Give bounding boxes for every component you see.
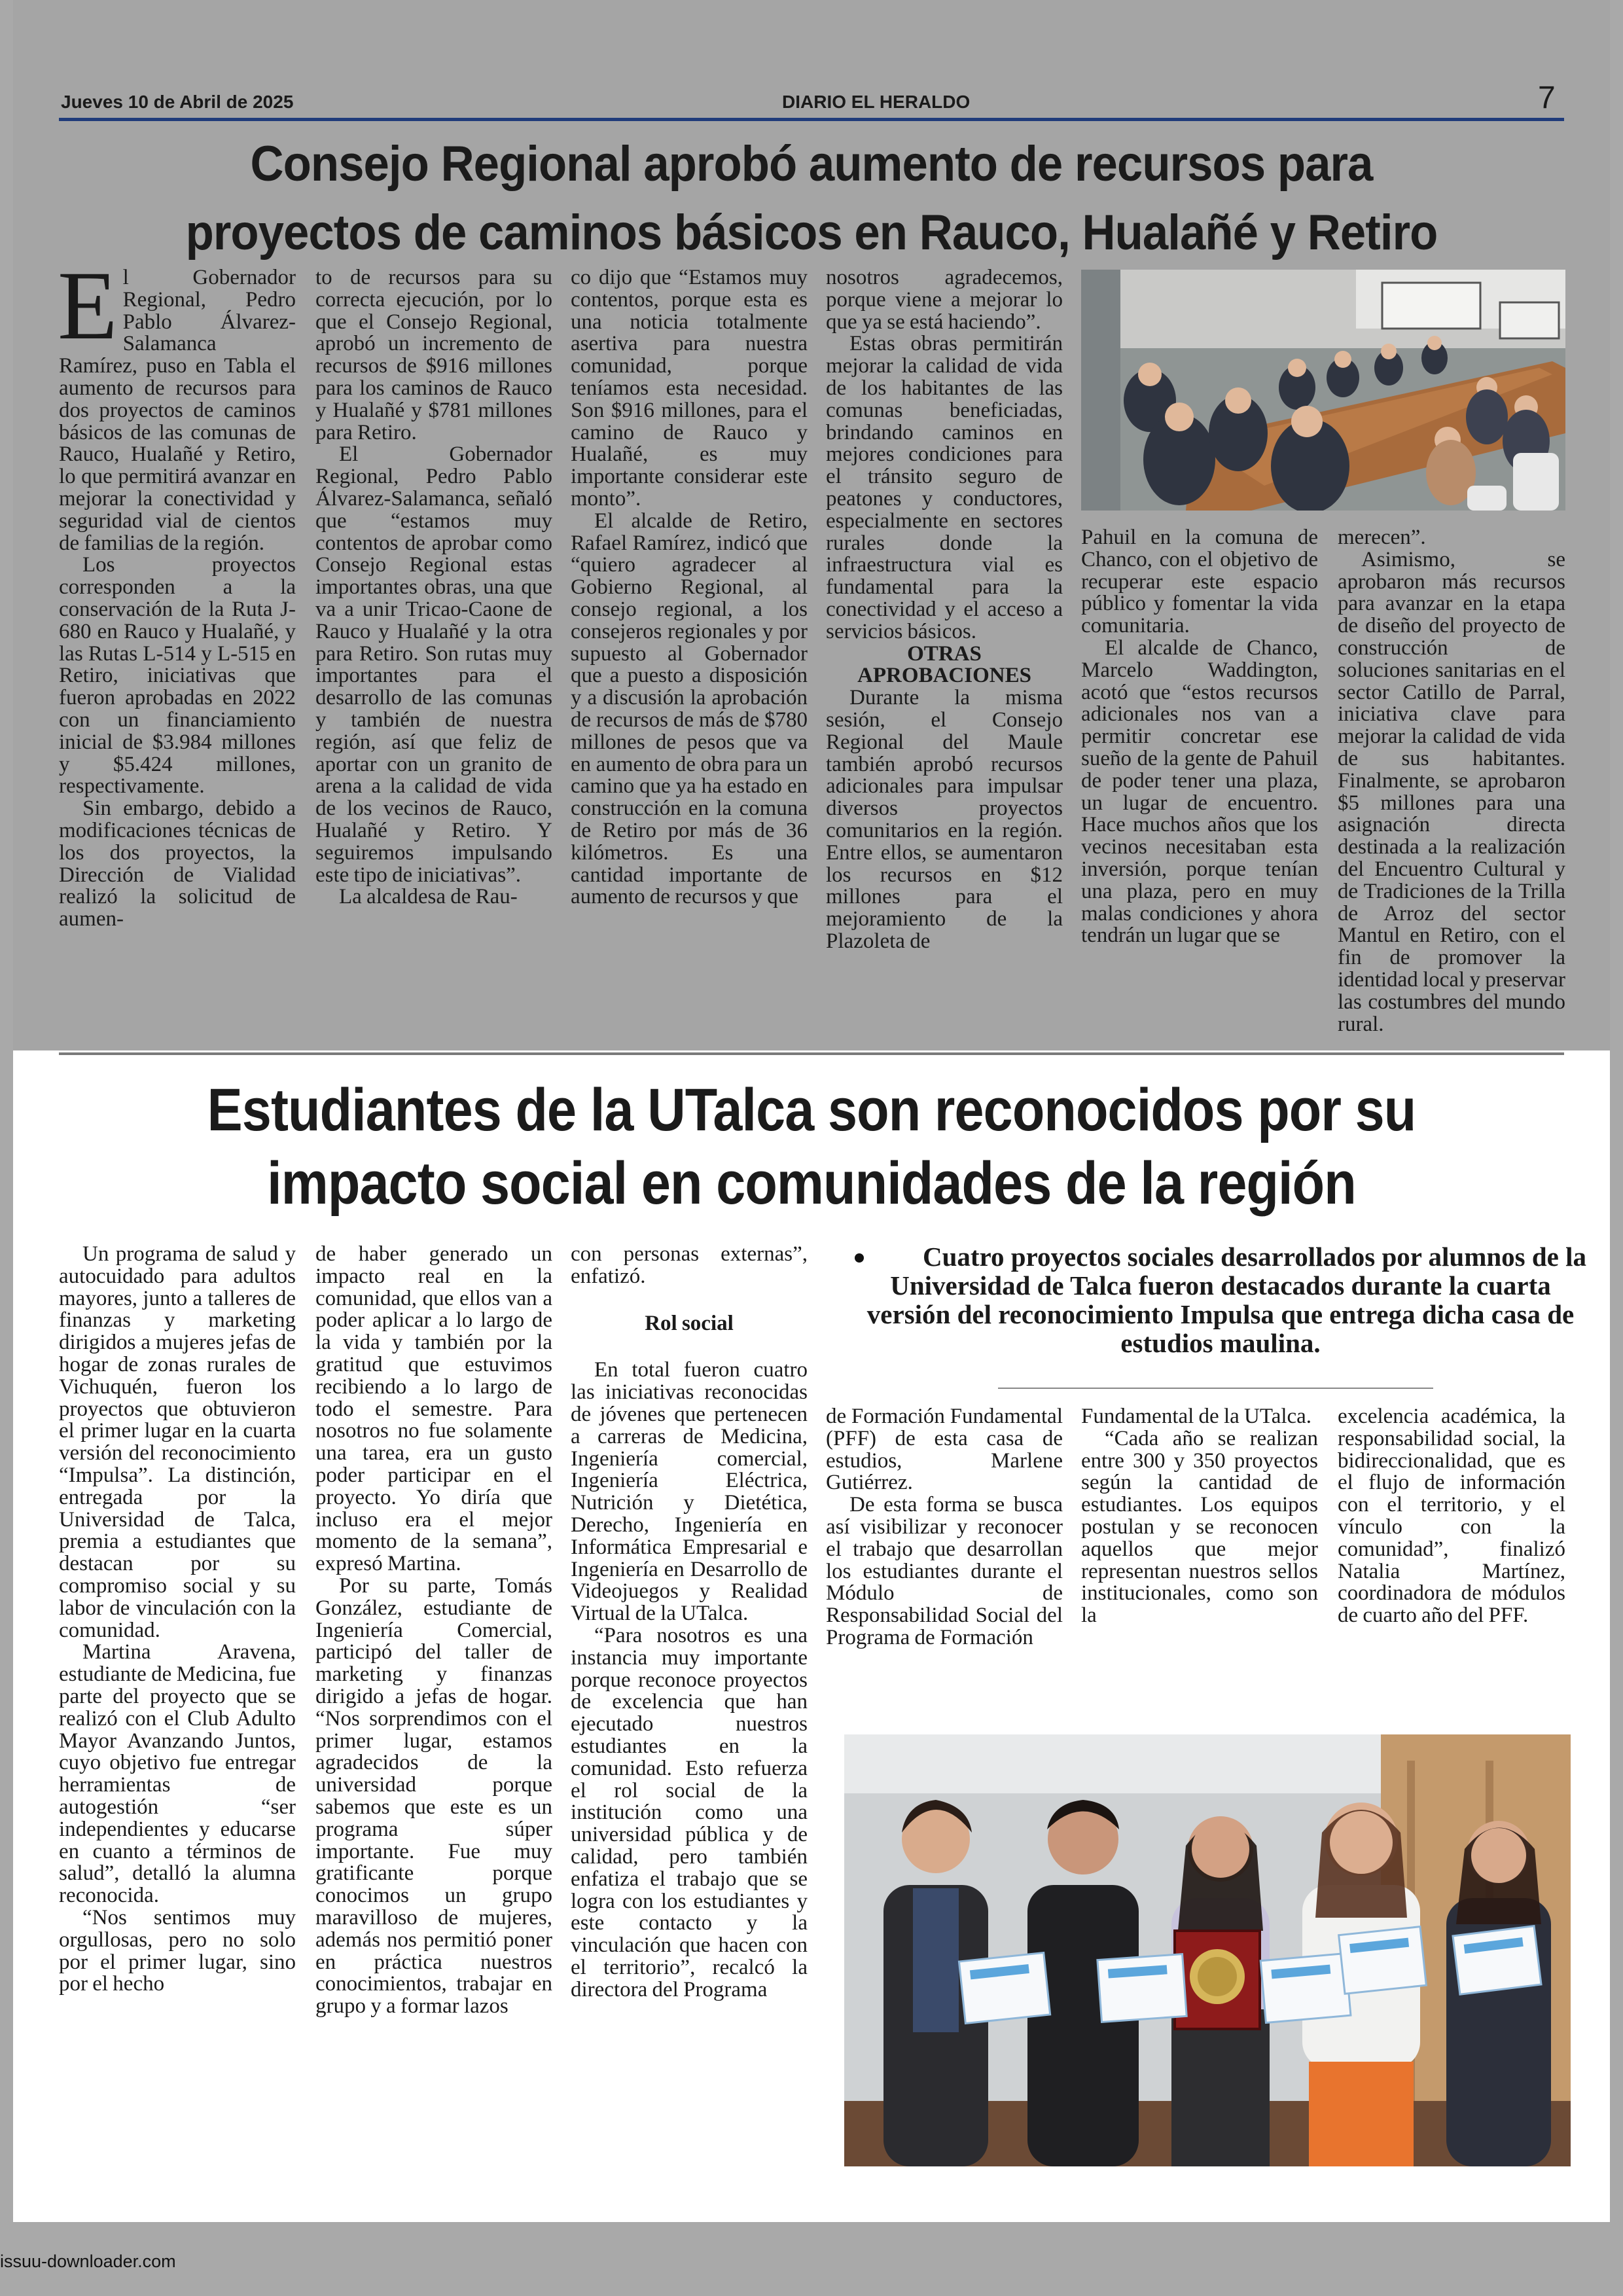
article1-col6-p1: merecen”.: [1338, 526, 1426, 549]
article1-column-4: [826, 267, 1063, 953]
article2-headline-line1: Estudiantes de la UTalca son reconocidos por su: [207, 1077, 1416, 1143]
article1-subheading: OTRAS APROBACIONES: [857, 641, 1031, 688]
newspaper-name: DIARIO EL HERALDO: [782, 92, 971, 112]
article1-headline-line2: proyectos de caminos básicos en Rauco, Hualañé y Retiro: [185, 205, 1438, 260]
article1-column-5: [1081, 527, 1318, 947]
article2-col3-p2: En total fueron cuatro las iniciativas reconocidas de jóvenes que pertenecen a carreras de Medicina, Ingeniería comercial, Ingeniería Eléctrica, Nutrición y Dietética, Derecho, Ingeniería en Informática Empresarial e Ingeniería en Desarrollo de Videojuegos y Realidad Virtual de la UTalca.: [571, 1358, 808, 1626]
article1-col3-p1: co dijo que “Estamos muy contentos, porque esta es una noticia totalmente asertiva para nuestra comunidad, porque teníamos esta necesidad. Son $916 millones, para el camino de Rauco y Hualañé, es muy importante considerar este monto”.: [571, 266, 808, 511]
article2-column-2: [315, 1244, 552, 2018]
article1-headline: [112, 130, 1512, 267]
article1-column-2: [315, 267, 552, 908]
article2-col2-p1: de haber generado un impacto real en la comunidad, que ellos van a poder aplicar a lo largo de la vida y también por la gratitud que estuvimos recibiendo a lo largo de todo el semestre. Para nosotros no fue solamente una tarea, era un gusto poder participar en el proyecto. Yo diría que incluso era el mejor momento de la semana”, expresó Martina.: [315, 1242, 552, 1576]
article1-col1-p2: Los proyectos corresponden a la conservación de la Ruta J-680 en Rauco y Hualañé, y las Rutas L-514 y L-515 en Retiro, iniciativas que fueron aprobadas en 2022 con un financiamiento inicial de $3.984 millones y $5.424 millones, respectivamente.: [59, 553, 296, 798]
article1-col5-p2: El alcalde de Chanco, Marcelo Waddington, acotó que “estos recursos adicionales nos van a permitir concretar ese sueño de la gente de Pahuil de poder tener una plaza, un lugar de encuentro. Hace muchos años que los vecinos necesitaban esta inversión, porque tenían una plaza, pero en muy malas condiciones y ahora tendrán un lugar que se: [1081, 636, 1318, 948]
page-number: 7: [1538, 81, 1556, 115]
dropcap: E: [58, 251, 118, 360]
article2-col4-p1: de Formación Fundamental (PFF) de esta casa de estudios, Marlene Gutiérrez.: [826, 1405, 1063, 1495]
article1-col3-p2: El alcalde de Retiro, Rafael Ramírez, indicó que “quiero agradecer al Gobierno Regional, al consejo regional, a los consejeros regionales y por supuesto al Gobernador que a puesto a disposición y a discusión la aprobación de recursos de más de $780 millones de pesos que va en aumento de obra para un camino que ya ha estado en construcción en la comuna de Retiro por más de 36 kilómetros. Es una cantidad importante de aumento de recursos y que: [571, 509, 808, 909]
article2-col2-p2: Por su parte, Tomás González, estudiante de Ingeniería Comercial, participó del taller de marketing y finanzas dirigido a jefas de hogar. “Nos sorprendimos con el primer lugar, estamos agradecidos de la universidad porque sabemos que este es un programa súper importante. Fue muy gratificante porque conocimos un grupo maravilloso de mujeres, además nos permitió poner en práctica nuestros conocimientos, trabajar en grupo y a formar lazos: [315, 1573, 552, 2018]
article2-col5-p1: Fundamental de la UTalca.: [1081, 1405, 1312, 1428]
council-meeting-illustration: [1081, 270, 1565, 511]
article2-col4-p2: De esta forma se busca así visibilizar y reconocer el trabajo que desarrollan los estudiantes durante el Módulo de Responsabilidad Social del Programa de Formación: [826, 1493, 1063, 1649]
bullet-icon: [855, 1253, 864, 1263]
article2-column-6: [1338, 1406, 1565, 1627]
article1-col6-p2: Asimismo, se aprobaron más recursos para avanzar en la etapa de diseño del proyecto de construcción de soluciones sanitarias en el sector Catillo de Parral, iniciativa clave para mejorar la calidad de vida de sus habitantes. Finalmente, se aprobaron $5 millones para una asignación directa destinada a la realización del Encuentro Cultural y de Tradiciones de la Trilla de Arroz del sector Mantul en Retiro, con el fin de promover la identidad local y preservar las costumbres del mundo rural.: [1338, 547, 1565, 1036]
article2-col6-p1: excelencia académica, la responsabilidad social, la bidireccionalidad, que es el flujo de información con el territorio, y el vínculo con la comunidad”, finalizó Natalia Martínez, coordinadora de módulos de cuarto año del PFF.: [1338, 1405, 1565, 1628]
article1-col2-p2: El Gobernador Regional, Pedro Pablo Álvarez-Salamanca, señaló que “estamos muy contentos de aprobar como Consejo Regional estas importantes obras, una que va a unir Tricao-Caone de Rauco y Hualañé y la otra para Retiro. Son rutas muy importantes para el desarrollo de las comunas y también de nuestra región, así que feliz de aportar con un granito de arena a la calidad de vida de los vecinos de Rauco, Hualañé y Retiro. Y seguiremos impulsando este tipo de iniciativas”.: [315, 442, 552, 887]
council-meeting-photo: [1081, 270, 1565, 511]
article1-column-6: [1338, 527, 1565, 1035]
article2-col3-p3: “Para nosotros es una instancia muy importante porque reconoce proyectos de excelencia que han ejecutado nuestros estudiantes en la comunidad. Esto refuerza el rol social de la institución como una universidad pública y de calidad, pero también enfatiza el trabajo que se logra con los estudiantes y este contacto y la vinculación que hacen con el territorio”, recalcó la directora del Programa: [571, 1623, 808, 2001]
lead-rule: [998, 1388, 1433, 1389]
article2-column-4: [826, 1406, 1063, 1649]
article1-column-1: [58, 251, 296, 931]
article2-headline: [149, 1073, 1474, 1220]
article2-col1-p3: “Nos sentimos muy orgullosas, pero no solo por el primer lugar, sino por el hecho: [59, 1905, 296, 1996]
issue-date: Jueves 10 de Abril de 2025: [61, 92, 294, 112]
article1-col5-p1: Pahuil en la comuna de Chanco, con el objetivo de recuperar este espacio público y fomentar la vida comunitaria.: [1081, 526, 1318, 638]
article1-col4-p3: Durante la misma sesión, el Consejo Regional del Maule también aprobó recursos adicionales para impulsar diversos proyectos comunitarios en la región. Entre ellos, se aumentaron los recursos en $12 millones para el mejoramiento de la Plazoleta de: [826, 686, 1063, 953]
header-rule: [59, 118, 1564, 121]
article2-column-5: [1081, 1406, 1318, 1627]
article2-lead-text: Cuatro proyectos sociales desarrollados por alumnos de la Universidad de Talca fueron destacados durante la cuarta versión del reconocimiento Impulsa que entrega dicha casa de estudios maulina.: [866, 1242, 1587, 1358]
article2-col1-p1: Un programa de salud y autocuidado para adultos mayores, junto a talleres de finanzas y marketing dirigidos a mujeres jefas de hogar de zonas rurales de Vichuquén, fueron los proyectos que obtuvieron el primer lugar en la cuarta versión del reconocimiento “Impulsa”. La distinción, entregada por la Universidad de Talca, premia a estudiantes que destacan por su compromiso social y su labor de vinculación con la comunidad.: [59, 1242, 296, 1642]
article2-column-1: [59, 1244, 296, 1996]
article1-col2-p3: La alcaldesa de Rau-: [339, 885, 518, 909]
article1-col1-p1: l Gobernador Regional, Pedro Pablo Álvarez-Salamanca Ramírez, puso en Tabla el aumento de recursos para dos proyectos de caminos básicos de las comunas de Rauco, Hualañé y Retiro, lo que permitirá avanzar en mejorar la conectividad y seguridad vial de cientos de familias de la región.: [59, 266, 296, 555]
students-award-photo: [844, 1734, 1571, 2166]
students-award-illustration: [844, 1734, 1571, 2166]
article1-col1-p3: Sin embargo, debido a modificaciones técnicas de los dos proyectos, la Dirección de Vialidad realizó la solicitud de aumen-: [59, 797, 296, 931]
article1-headline-line1: Consejo Regional aprobó aumento de recursos para: [250, 136, 1373, 192]
article-separator: [59, 1052, 1564, 1055]
article2-lead: [854, 1242, 1587, 1357]
article1-col2-p1: to de recursos para su correcta ejecución, por lo que el Consejo Regional, aprobó un incremento de recursos de $916 millones para los caminos de Rauco y Hualañé y $781 millones para Retiro.: [315, 266, 552, 444]
article1-col4-p2: Estas obras permitirán mejorar la calidad de vida de los habitantes de las comunas beneficiadas, brindando caminos en mejores condiciones para el tránsito seguro de peatones y conductores, especialmente en sectores rurales donde la infraestructura vial es fundamental para la conectividad y el acceso a servicios básicos.: [826, 332, 1063, 643]
watermark: issuu-downloader.com: [0, 2251, 176, 2271]
article2-col3-p1: con personas externas”, enfatizó.: [571, 1242, 808, 1288]
article2-col1-p2: Martina Aravena, estudiante de Medicina, fue parte del proyecto que se realizó con el Club Adulto Mayor Avanzando Juntos, cuyo objetivo fue entregar herramientas de autogestión “ser independientes y educarse en cuanto a términos de salud”, detalló la alumna reconocida.: [59, 1640, 296, 1908]
article1-column-3: [571, 267, 808, 908]
article2-col5-p2: “Cada año se realizan entre 300 y 350 proyectos según la cantidad de estudiantes. Los equipos postulan y se reconocen aquellos que mejor representan nuestros sellos institucionales, como son la: [1081, 1426, 1318, 1628]
article2-headline-line2: impacto social en comunidades de la región: [267, 1150, 1356, 1217]
article2-subheading: Rol social: [645, 1311, 734, 1335]
newspaper-page: [13, 0, 1610, 2222]
article2-column-3: [571, 1244, 808, 2001]
article1-col4-p1: nosotros agradecemos, porque viene a mejorar lo que ya se está haciendo”.: [826, 266, 1063, 334]
